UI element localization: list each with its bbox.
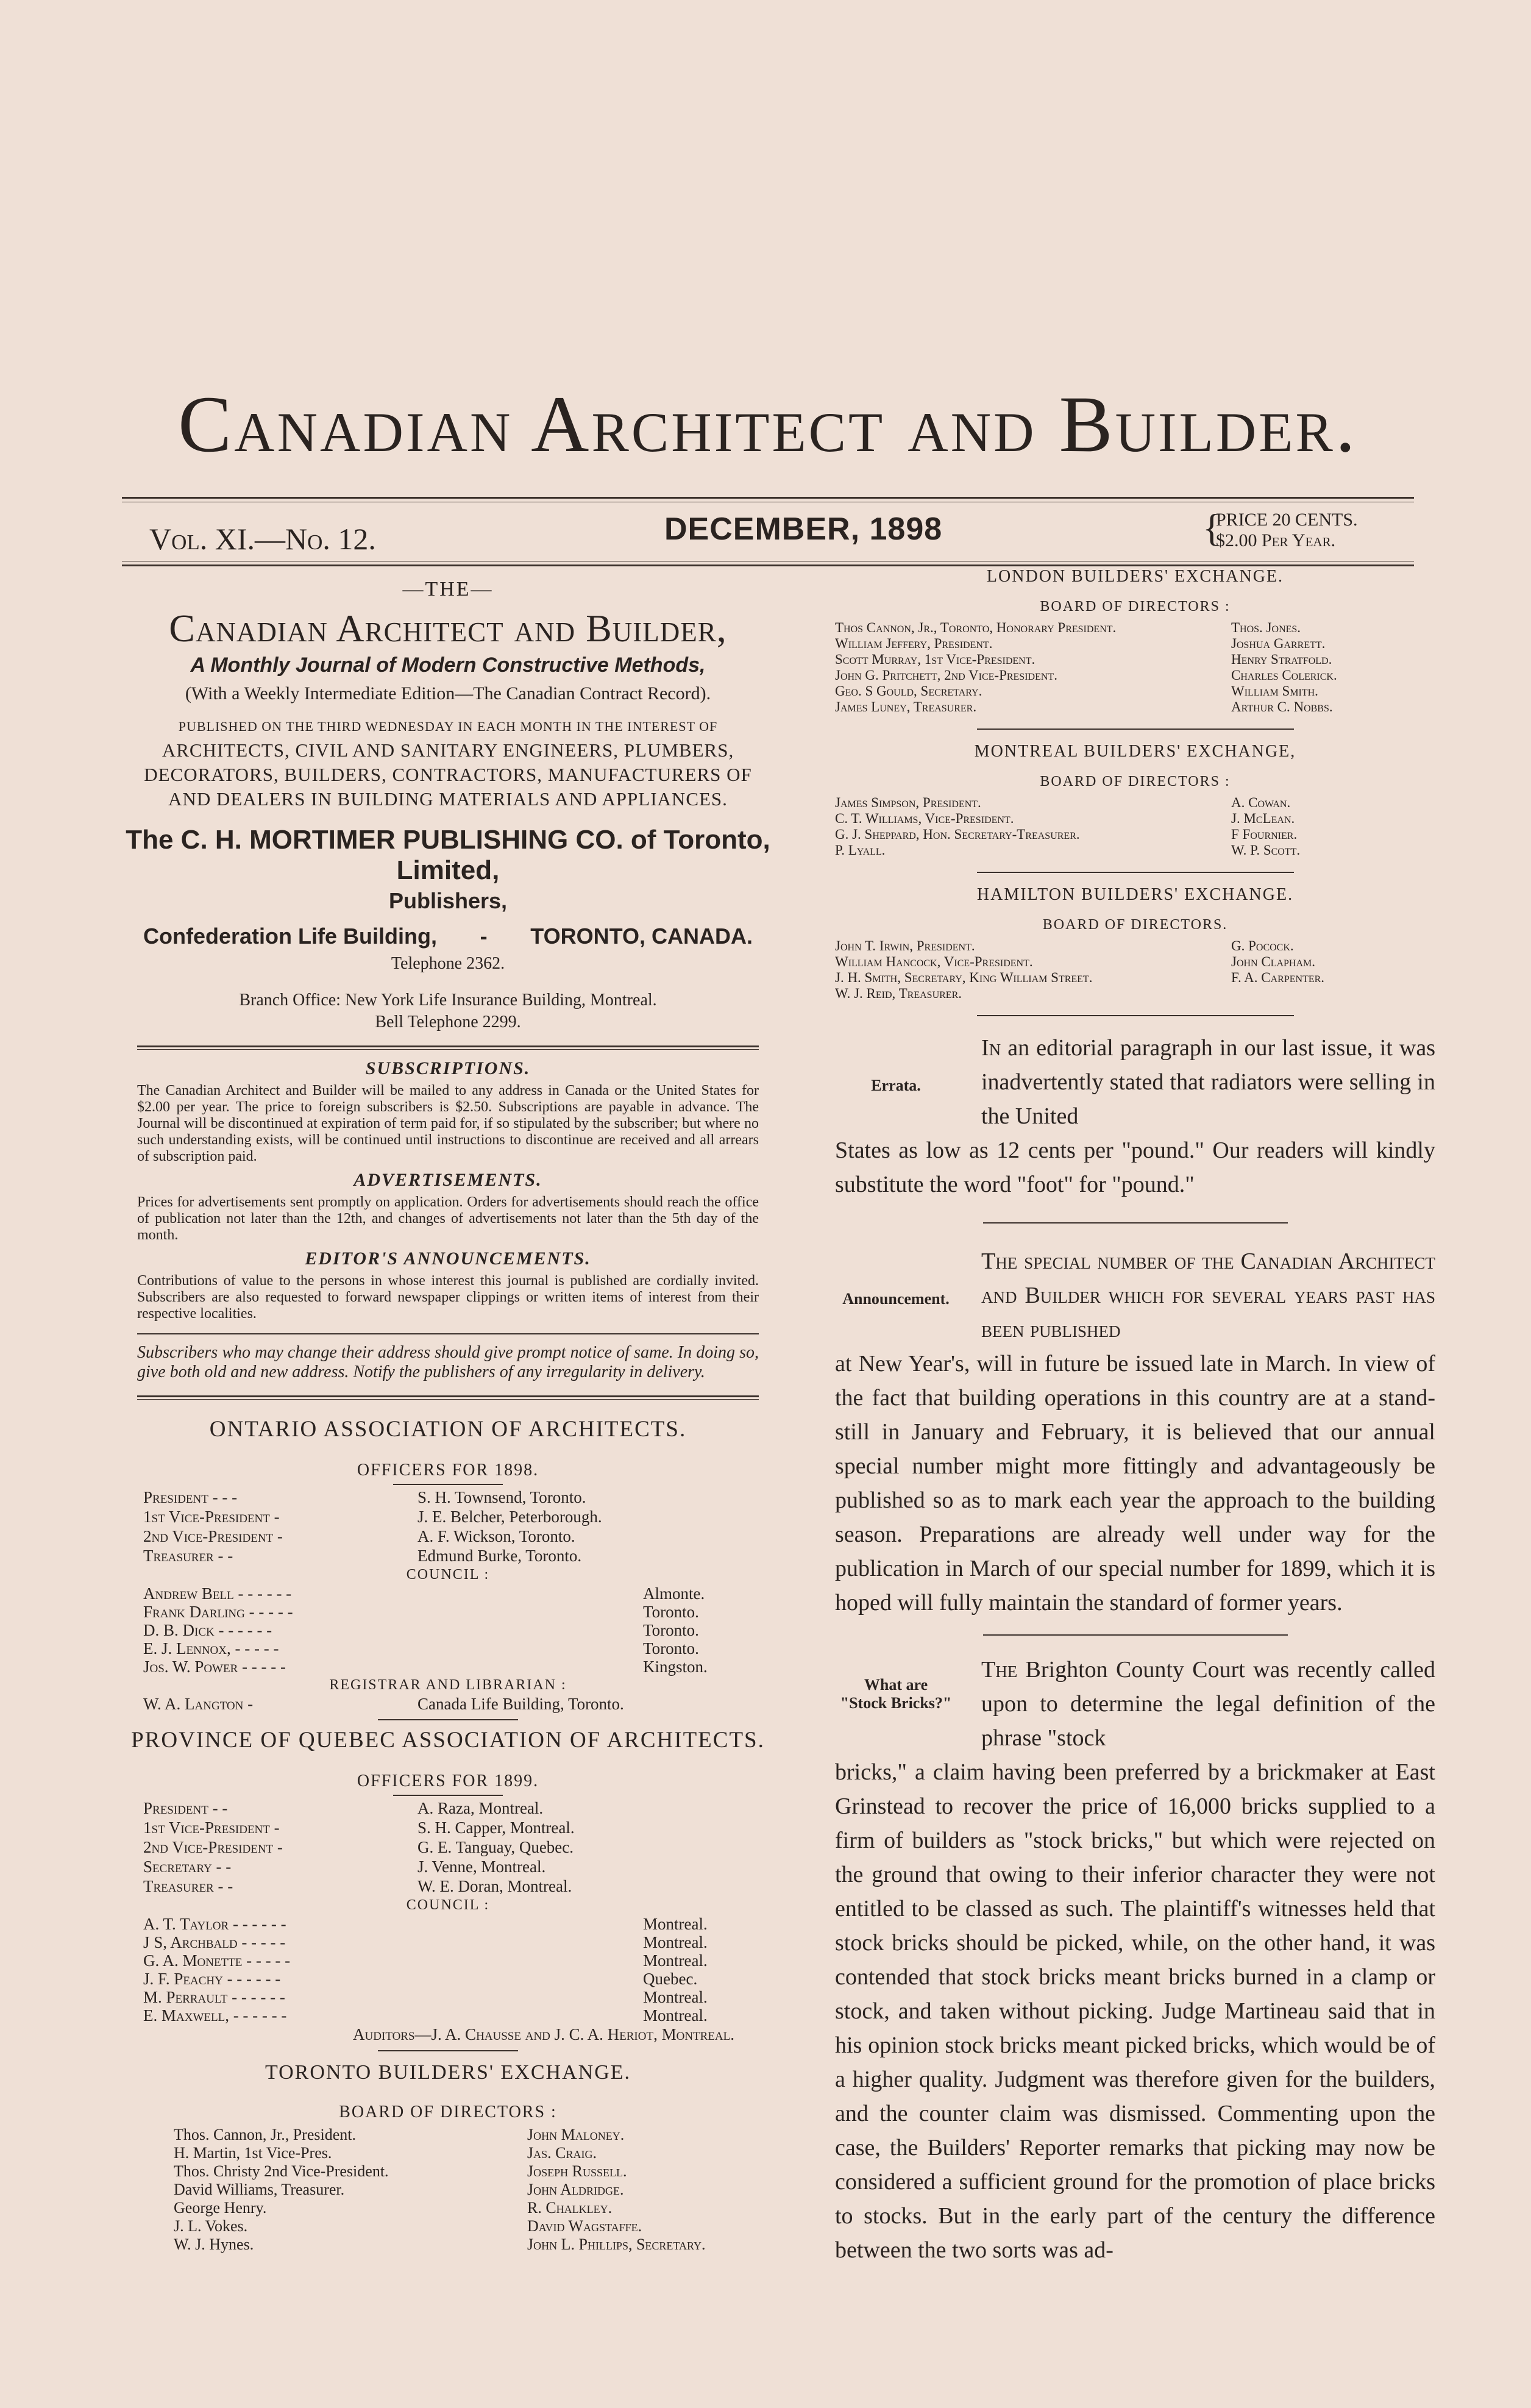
director-name: Thos. Cannon, Jr., President.: [174, 2126, 356, 2143]
left-column: [125, 578, 771, 2254]
address-change-notice: Subscribers who may change their address should give prompt notice of same. In doing so, give both old and new address. Notify the publishers of any irregularity in delivery.: [137, 1343, 759, 1381]
divider: [137, 1395, 759, 1400]
director-name: John G. Pritchett, 2nd Vice-President.: [835, 668, 1057, 683]
ontario-officers-heading: OFFICERS FOR 1898.: [357, 1461, 539, 1480]
price-line-2: $2.00 Per Year.: [1216, 530, 1336, 550]
errata-label: Errata.: [871, 1077, 921, 1094]
director-name: C. T. Williams, Vice-President.: [835, 811, 1014, 826]
quebec-association-title: PROVINCE OF QUEBEC ASSOCIATION OF ARCHITECTS.: [131, 1728, 765, 1753]
council-place: Montreal.: [643, 2006, 708, 2025]
director-name: W. J. Hynes.: [174, 2235, 254, 2253]
stock-bricks-label-2: "Stock Bricks?": [840, 1694, 952, 1712]
hamilton-board-heading: BOARD OF DIRECTORS.: [1042, 917, 1228, 933]
council-name: G. A. Monette - - - - -: [143, 1951, 291, 1970]
director-name: David Williams, Treasurer.: [174, 2181, 345, 2198]
announcement-head: special number of the Canadian Architect and Builder which for several years past has been published: [981, 1249, 1436, 1342]
montreal-board-right: [1231, 795, 1435, 858]
council-row: [125, 1951, 771, 1970]
officer-name: A. Raza, Montreal.: [417, 1799, 544, 1817]
officer-role: Treasurer - -: [143, 1547, 233, 1565]
officer-row: [125, 1876, 771, 1896]
divider: [137, 1045, 759, 1050]
publication-name: Canadian Architect and Builder,: [169, 607, 727, 650]
ontario-association-title: ONTARIO ASSOCIATION OF ARCHITECTS.: [209, 1417, 687, 1442]
officer-role: Treasurer - -: [143, 1877, 233, 1895]
the-label: —THE—: [402, 578, 494, 600]
subscriptions-heading: SUBSCRIPTIONS.: [365, 1058, 531, 1078]
ontario-registrar-heading: REGISTRAR AND LIBRARIAN :: [329, 1677, 567, 1693]
officer-name: J. Venne, Montreal.: [417, 1858, 546, 1876]
director-name: H. Martin, 1st Vice-Pres.: [174, 2144, 332, 2162]
telephone: Telephone 2362.: [391, 954, 505, 973]
director-name: William Smith.: [1231, 683, 1318, 699]
council-place: Toronto.: [643, 1603, 699, 1621]
director-name: William Hancock, Vice-President.: [835, 954, 1033, 969]
short-rule: [378, 2050, 518, 2051]
right-column: [835, 567, 1435, 2267]
ontario-officers-list: [125, 1487, 771, 1566]
advertisements-heading: ADVERTISEMENTS.: [353, 1170, 542, 1190]
council-row: [125, 1933, 771, 1951]
hamilton-board-right: [1231, 938, 1435, 1002]
hamilton-board-list: [835, 938, 1435, 1002]
director-name: A. Cowan.: [1231, 795, 1291, 810]
brace-glyph: {: [1202, 506, 1221, 549]
london-exchange-title: LONDON BUILDERS' EXCHANGE.: [986, 567, 1284, 586]
director-name: Charles Colerick.: [1231, 668, 1337, 683]
director-name: Thos. Christy 2nd Vice-President.: [174, 2162, 389, 2180]
montreal-exchange-title: MONTREAL BUILDERS' EXCHANGE,: [974, 742, 1296, 761]
toronto-board-left: [174, 2126, 527, 2254]
montreal-board-left: [835, 795, 1231, 858]
registrar-place: Canada Life Building, Toronto.: [417, 1695, 624, 1713]
branch-office: Branch Office: New York Life Insurance Building, Montreal.: [239, 991, 657, 1010]
short-rule: [393, 1795, 503, 1796]
announcements-text: Contributions of value to the persons in whose interest this journal is published are cordially invited. Subscribers are also requested to forward newspaper clippings or written items of interest from their respective localities.: [137, 1273, 759, 1322]
director-name: John L. Phillips, Secretary.: [527, 2235, 706, 2253]
registrar-name: W. A. Langton -: [143, 1695, 254, 1713]
officer-role: Secretary - -: [143, 1858, 232, 1876]
council-name: M. Perrault - - - - - -: [143, 1988, 285, 2006]
short-rule: [378, 1719, 518, 1720]
council-name: A. T. Taylor - - - - - -: [143, 1915, 286, 1933]
officer-name: J. E. Belcher, Peterborough.: [417, 1508, 602, 1526]
director-name: F Fournier.: [1231, 827, 1298, 842]
toronto-exchange-title: TORONTO BUILDERS' EXCHANGE.: [265, 2061, 631, 2084]
officer-row: [125, 1857, 771, 1876]
council-row: [125, 1915, 771, 1933]
officer-name: S. H. Townsend, Toronto.: [417, 1488, 586, 1506]
officer-row: [125, 1798, 771, 1818]
announcements-heading: EDITOR'S ANNOUNCEMENTS.: [305, 1249, 591, 1269]
officer-row: [125, 1818, 771, 1837]
officer-row: [125, 1837, 771, 1857]
council-place: Montreal.: [643, 1988, 708, 2006]
announcement-lead: The: [981, 1249, 1018, 1274]
london-board-list: [835, 620, 1435, 715]
council-name: Frank Darling - - - - -: [143, 1603, 293, 1621]
stock-bricks-head: Brighton County Court was recently called upon to determine the legal definition of the phrase "stock: [981, 1657, 1435, 1751]
section-rule: [977, 872, 1294, 873]
subscriptions-text: The Canadian Architect and Builder will be mailed to any address in Canada or the United States for $2.00 per year. The price to foreign subscribers is $2.50. Subscriptions are payable in advance. The Journal will be discontinued at expiration of term paid for, if so stipulated by the subscriber; but where no such understanding exists, will be continued until instructions to discontinue are received and all arrears of subscription paid.: [137, 1083, 759, 1164]
london-board-right: [1231, 620, 1435, 715]
director-name: Thos. Jones.: [1231, 620, 1301, 635]
officer-role: 2nd Vice-President -: [143, 1527, 283, 1545]
director-name: James Simpson, President.: [835, 795, 981, 810]
council-row: [125, 1639, 771, 1658]
director-name: Jas. Craig.: [527, 2144, 597, 2162]
director-name: George Henry.: [174, 2199, 267, 2217]
director-name: Scott Murray, 1st Vice-President.: [835, 652, 1035, 667]
officer-role: 1st Vice-President -: [143, 1818, 280, 1837]
officer-name: G. E. Tanguay, Quebec.: [417, 1838, 574, 1856]
council-place: Quebec.: [643, 1970, 698, 1988]
hamilton-exchange-title: HAMILTON BUILDERS' EXCHANGE.: [976, 885, 1294, 904]
director-name: G. J. Sheppard, Hon. Secretary-Treasurer.: [835, 827, 1080, 842]
montreal-board-heading: BOARD OF DIRECTORS :: [1040, 774, 1231, 789]
issue-date: DECEMBER, 1898: [664, 511, 943, 547]
council-place: Kingston.: [643, 1658, 708, 1676]
director-name: David Wagstaffe.: [527, 2217, 642, 2235]
director-name: William Jeffery, President.: [835, 636, 993, 651]
council-name: D. B. Dick - - - - - -: [143, 1621, 272, 1639]
director-name: R. Chalkley.: [527, 2199, 613, 2217]
council-row: [125, 1658, 771, 1676]
council-name: E. Maxwell, - - - - - -: [143, 2006, 287, 2025]
publishers-label: Publishers,: [388, 888, 508, 913]
council-place: Almonte.: [643, 1584, 705, 1603]
council-name: J. F. Peachy - - - - - -: [143, 1970, 281, 1988]
toronto-board-list: [125, 2122, 771, 2254]
masthead-rule-bottom: [122, 565, 1414, 566]
company-name: The C. H. MORTIMER PUBLISHING CO. of Toronto, Limited,: [126, 825, 770, 885]
officer-name: Edmund Burke, Toronto.: [417, 1547, 582, 1565]
section-rule: [983, 1634, 1288, 1636]
stock-bricks-label: [835, 1676, 957, 1712]
officer-row: [125, 1546, 771, 1566]
director-name: John Aldridge.: [527, 2181, 624, 2198]
director-name: John Clapham.: [1231, 954, 1316, 969]
publication-schedule: PUBLISHED ON THE THIRD WEDNESDAY IN EACH MONTH IN THE INTEREST OF: [178, 719, 718, 734]
director-name: Henry Stratfold.: [1231, 652, 1332, 667]
director-name: J. McLean.: [1231, 811, 1295, 826]
director-name: John T. Irwin, President.: [835, 938, 975, 953]
stock-bricks-paragraph: [835, 1653, 1435, 2267]
section-rule: [983, 1222, 1288, 1224]
director-name: Thos Cannon, Jr., Toronto, Honorary President.: [835, 620, 1117, 635]
director-name: James Luney, Treasurer.: [835, 699, 977, 714]
price-line-1: PRICE 20 CENTS.: [1216, 510, 1358, 530]
errata-head: an editorial paragraph in our last issue, it was inadvertently stated that radiators were selling in the United: [981, 1035, 1436, 1129]
director-name: P. Lyall.: [835, 842, 886, 858]
council-place: Montreal.: [643, 1951, 708, 1970]
officer-name: S. H. Capper, Montreal.: [417, 1818, 575, 1837]
director-name: Arthur C. Nobbs.: [1231, 699, 1333, 714]
quebec-council-heading: COUNCIL :: [406, 1897, 490, 1913]
stock-bricks-label-1: What are: [864, 1676, 928, 1694]
errata-lead: In: [981, 1035, 1001, 1061]
divider: [137, 1333, 759, 1334]
officer-role: 2nd Vice-President -: [143, 1838, 283, 1856]
director-name: John Maloney.: [527, 2126, 625, 2143]
hamilton-board-left: [835, 938, 1231, 1002]
price-block: [1202, 506, 1358, 551]
officer-row: [125, 1507, 771, 1526]
errata-paragraph: [835, 1031, 1435, 1202]
ontario-registrar: [125, 1695, 771, 1713]
director-name: G. Pocock.: [1231, 938, 1294, 953]
address-line: [125, 924, 771, 949]
council-row: [125, 1988, 771, 2006]
montreal-board-list: [835, 795, 1435, 858]
director-name: J. L. Vokes.: [174, 2217, 248, 2235]
council-row: [125, 1970, 771, 1988]
council-row: [125, 2006, 771, 2025]
quebec-officers-heading: OFFICERS FOR 1899.: [357, 1772, 539, 1790]
interests-list: ARCHITECTS, CIVIL AND SANITARY ENGINEERS, PLUMBERS, DECORATORS, BUILDERS, CONTRACTORS, MANUFACTURERS OF AND DEALERS IN BUILDING MATERIALS AND APPLIANCES.: [144, 739, 752, 810]
director-name: J. H. Smith, Secretary, King William Street.: [835, 970, 1093, 985]
announcement-label: Announcement.: [842, 1290, 950, 1308]
stock-bricks-tail: bricks," a claim having been preferred by a brickmaker at East Grinstead to recover the price of 16,000 bricks supplied to a firm of builders as "stock bricks," but which were rejected on the ground that owing to their inferior character they were not entitled to be classed as such. The plaintiff's witnesses held that stock bricks should be picked, while, on the other hand, it was contended that stock bricks meant bricks burned in a clamp or stock, and taken without picking. Judge Martineau said that in his opinion stock bricks meant picked bricks, which would be of a higher quality. Judgment was therefore given for the builders, and the counter claim was dismissed. Commenting upon the case, the Builders' Reporter remarks that picking may now be considered a sufficient ground for the promotion of place bricks to stocks. But in the early part of the century the difference between the two sorts was ad-: [835, 1759, 1435, 2263]
council-name: Andrew Bell - - - - - -: [143, 1584, 292, 1603]
london-board-left: [835, 620, 1231, 715]
council-place: Toronto.: [643, 1639, 699, 1658]
announcement-paragraph: [835, 1244, 1435, 1620]
council-place: Montreal.: [643, 1933, 708, 1951]
section-rule: [977, 1015, 1294, 1016]
ontario-council-list: [125, 1584, 771, 1676]
masthead-rule-top: [122, 497, 1414, 499]
council-name: Jos. W. Power - - - - -: [143, 1658, 286, 1676]
council-row: [125, 1584, 771, 1603]
announcement-tail: at New Year's, will in future be issued late in March. In view of the fact that building operations in this country are at a stand-still in January and February, it is believed that our annual special number might more fittingly and advantageously be published so as to mark each year the approach to the building season. Preparations are already well under way for the publication in March of our special number for 1899, which it is hoped will fully maintain the standard of former years.: [835, 1351, 1435, 1615]
advertisements-text: Prices for advertisements sent promptly on application. Orders for advertisements should reach the office of publication not later than the 12th, and changes of advertisements not later than the 5th day of the month.: [137, 1194, 759, 1243]
council-row: [125, 1621, 771, 1639]
masthead-title: Canadian Architect and Builder.: [178, 379, 1358, 469]
director-name: Geo. S Gould, Secretary.: [835, 683, 982, 699]
director-name: W. P. Scott.: [1231, 842, 1301, 858]
section-rule: [977, 728, 1294, 730]
director-name: Joseph Russell.: [527, 2162, 627, 2180]
director-name: Joshua Garrett.: [1231, 636, 1326, 651]
journal-subtitle: A Monthly Journal of Modern Constructive Methods,: [190, 654, 706, 677]
quebec-auditors: Auditors—J. A. Chausse and J. C. A. Heriot, Montreal.: [353, 2025, 734, 2043]
officer-row: [125, 1526, 771, 1546]
council-name: J S, Archbald - - - - -: [143, 1933, 286, 1951]
short-rule: [393, 1484, 503, 1485]
officer-name: W. E. Doran, Montreal.: [417, 1877, 572, 1895]
council-place: Montreal.: [643, 1915, 708, 1933]
officer-role: President - - -: [143, 1488, 238, 1506]
volume-number: Vol. XI.—No. 12.: [149, 522, 376, 556]
director-name: F. A. Carpenter.: [1231, 970, 1325, 985]
errata-tail: States as low as 12 cents per "pound." Our readers will kindly substitute the word "foot" for "pound.": [835, 1138, 1435, 1197]
officer-name: A. F. Wickson, Toronto.: [417, 1527, 575, 1545]
stock-bricks-lead: The: [981, 1657, 1018, 1683]
officer-role: President - -: [143, 1799, 228, 1817]
director-name: W. J. Reid, Treasurer.: [835, 986, 962, 1001]
london-board-heading: BOARD OF DIRECTORS :: [1040, 599, 1231, 614]
building-name: Confederation Life Building,: [143, 924, 437, 949]
ontario-council-heading: COUNCIL :: [406, 1567, 490, 1583]
city-name: TORONTO, CANADA.: [530, 924, 753, 949]
toronto-board-right: [527, 2126, 759, 2254]
quebec-officers-list: [125, 1798, 771, 1896]
bell-telephone: Bell Telephone 2299.: [375, 1013, 521, 1031]
council-row: [125, 1603, 771, 1621]
quebec-council-list: [125, 1915, 771, 2025]
edition-note: (With a Weekly Intermediate Edition—The Canadian Contract Record).: [185, 683, 711, 704]
officer-role: 1st Vice-President -: [143, 1508, 280, 1526]
council-place: Toronto.: [643, 1621, 699, 1639]
council-name: E. J. Lennox, - - - - -: [143, 1639, 279, 1658]
officer-row: [125, 1487, 771, 1507]
toronto-board-heading: BOARD OF DIRECTORS :: [339, 2103, 557, 2121]
address-dash: -: [480, 924, 488, 949]
